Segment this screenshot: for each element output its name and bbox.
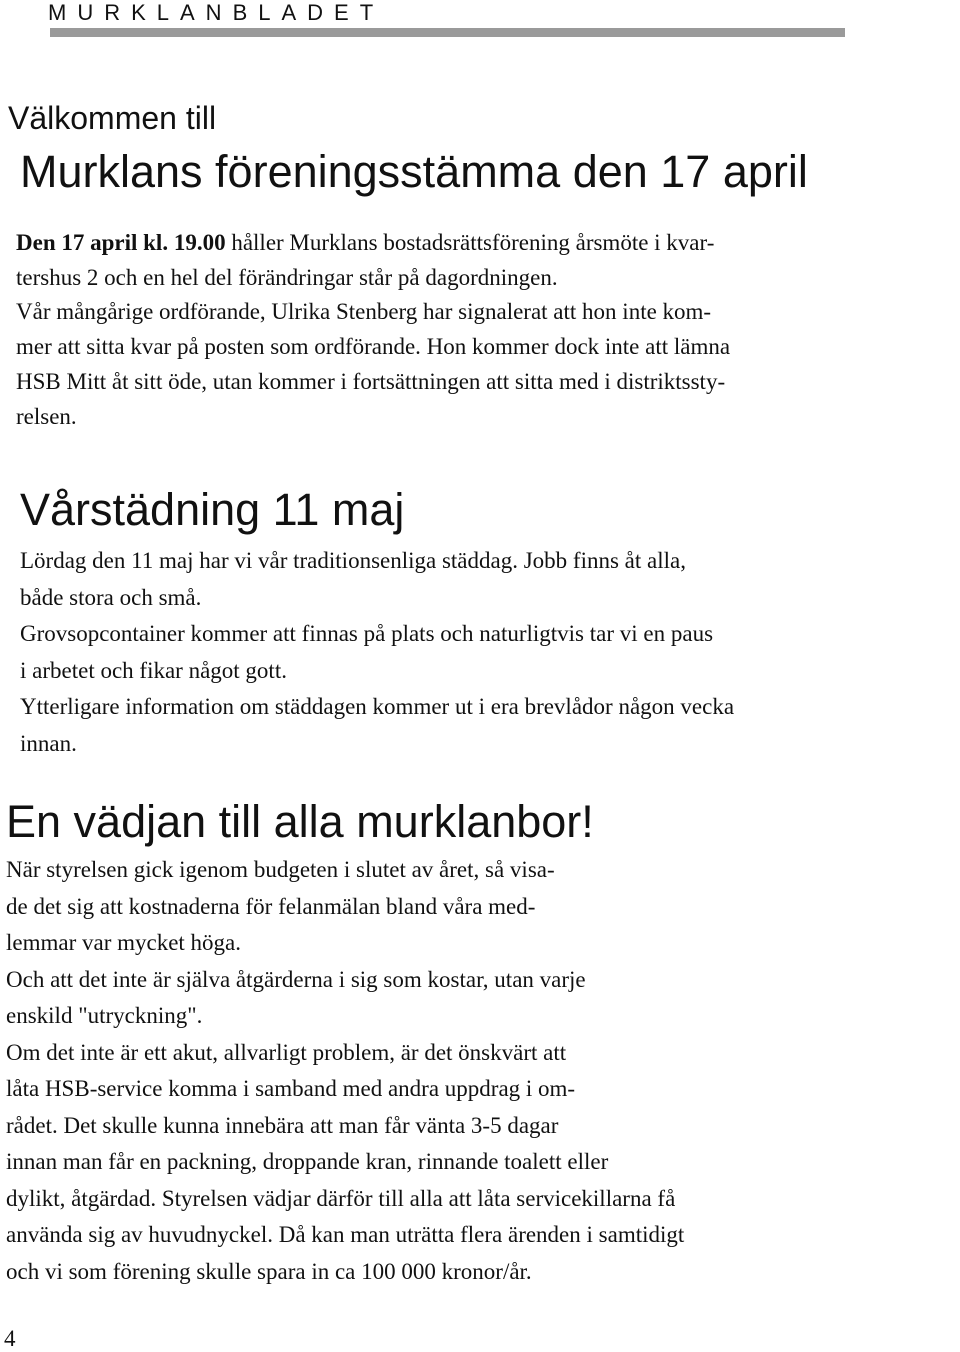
cleaning-line: innan.	[20, 730, 77, 756]
meeting-paragraph	[16, 226, 730, 434]
meeting-line	[16, 226, 730, 261]
appeal-line: enskild "utryckning".	[6, 1003, 203, 1028]
appeal-line: När styrelsen gick igenom budgeten i slutet av året, så visa-	[6, 857, 555, 882]
cleaning-line: både stora och små.	[20, 584, 202, 610]
meeting-line-text: håller Murklans bostadsrättsförening årsmöte i kvar-	[225, 230, 715, 255]
appeal-line: rådet. Det skulle kunna innebära att man får vänta 3-5 dagar	[6, 1112, 559, 1138]
meeting-line: mer att sitta kvar på posten som ordförande. Hon kommer dock inte att lämna	[16, 334, 731, 360]
appeal-line: Om det inte är ett akut, allvarligt problem, är det önskvärt att	[6, 1039, 567, 1065]
meeting-lead-bold: Den 17 april kl. 19.00	[16, 230, 226, 255]
appeal-line: Och att det inte är själva åtgärderna i sig som kostar, utan varje	[6, 966, 586, 992]
appeal-heading: En vädjan till alla murklanbor!	[6, 796, 594, 847]
cleaning-heading: Vårstädning 11 maj	[20, 484, 405, 535]
meeting-line: relsen.	[16, 403, 77, 429]
appeal-line: innan man får en packning, droppande kran, rinnande toalett eller	[6, 1149, 609, 1174]
meeting-line: Vår mångårige ordförande, Ulrika Stenberg har signalerat att hon inte kom-	[16, 299, 712, 325]
cleaning-line: i arbetet och fikar något gott.	[20, 657, 287, 683]
meeting-line: HSB Mitt åt sitt öde, utan kommer i fortsättningen att sitta med i distriktssty-	[16, 368, 726, 394]
appeal-paragraph	[6, 852, 684, 1290]
masthead-rule	[50, 28, 845, 37]
appeal-line: dylikt, åtgärdad. Styrelsen vädjar därför till alla att låta servicekillarna få	[6, 1185, 676, 1211]
appeal-line: låta HSB-service komma i samband med andra uppdrag i om-	[6, 1076, 576, 1101]
page-number: 4	[4, 1326, 16, 1351]
cleaning-line: Grovsopcontainer kommer att finnas på plats och naturligtvis tar vi en paus	[20, 621, 714, 646]
meeting-heading: Murklans föreningsstämma den 17 april	[20, 146, 808, 197]
meeting-line: tershus 2 och en hel del förändringar står på dagordningen.	[16, 264, 558, 290]
appeal-line: lemmar var mycket höga.	[6, 930, 242, 955]
cleaning-line: Lördag den 11 maj har vi vår traditionsenliga städdag. Jobb finns åt alla,	[20, 548, 686, 573]
appeal-line: använda sig av huvudnyckel. Då kan man uträtta flera ärenden i samtidigt	[6, 1222, 685, 1247]
welcome-kicker: Välkommen till	[8, 100, 217, 136]
masthead-title: MURKLANBLADET	[48, 0, 385, 25]
appeal-line: och vi som förening skulle spara in ca 100 000 kronor/år.	[6, 1258, 532, 1284]
cleaning-paragraph	[20, 543, 734, 762]
cleaning-line: Ytterligare information om städdagen kommer ut i era brevlådor någon vecka	[20, 694, 735, 719]
appeal-line: de det sig att kostnaderna för felanmälan bland våra med-	[6, 893, 536, 919]
